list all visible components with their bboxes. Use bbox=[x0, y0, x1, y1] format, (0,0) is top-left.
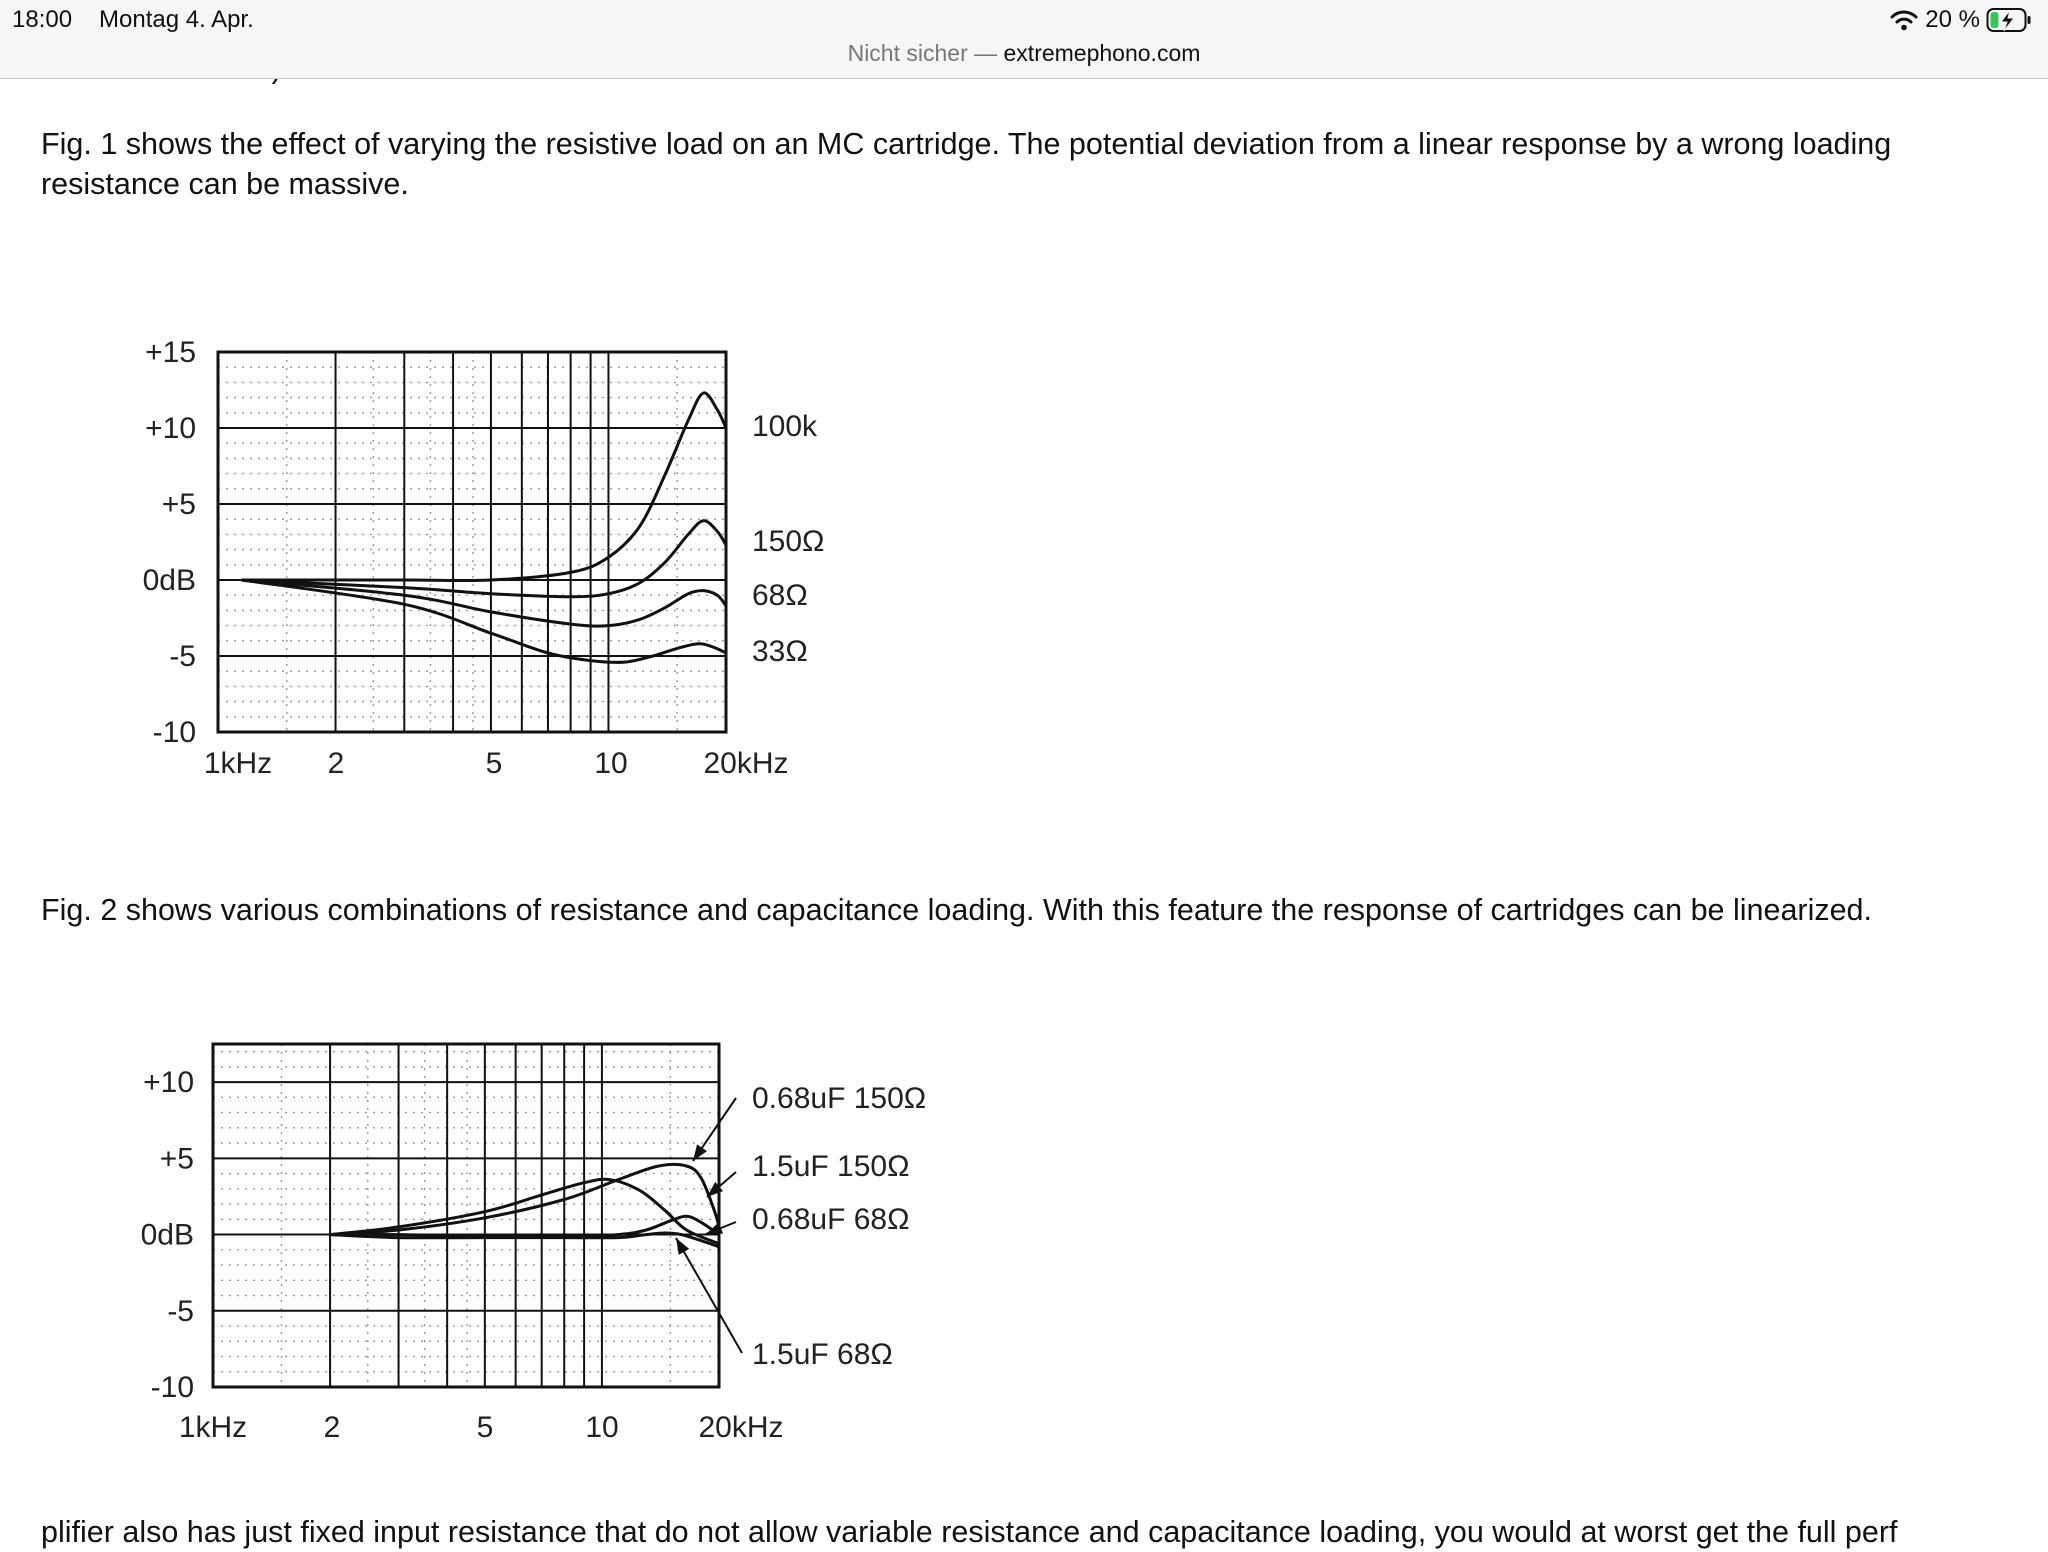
annotation-arrowhead bbox=[706, 1222, 723, 1234]
paragraph-cut-bottom: plifier also has just fixed input resistance that do not allow variable resistance and capacitance loading, you would at worst get the full perf bbox=[41, 1515, 1898, 1549]
series-line bbox=[242, 580, 726, 662]
x-tick-label: 5 bbox=[476, 1411, 494, 1444]
annotation-arrow-line bbox=[706, 1222, 736, 1234]
annotation-arrowhead bbox=[693, 1144, 707, 1161]
plot-grid bbox=[218, 352, 726, 732]
series-label: 0.68uF 68Ω bbox=[752, 1203, 910, 1236]
y-tick-label: +15 bbox=[145, 336, 196, 369]
status-date: Montag 4. Apr. bbox=[99, 6, 254, 33]
series-label: 33Ω bbox=[752, 635, 808, 668]
series-label: 150Ω bbox=[752, 525, 825, 558]
x-tick-label: 2 bbox=[323, 1411, 341, 1444]
y-tick-label: -10 bbox=[152, 716, 196, 749]
x-tick-label: 1kHz bbox=[203, 747, 273, 780]
annotation-arrow-line bbox=[707, 1172, 736, 1197]
x-tick-label: 5 bbox=[485, 747, 503, 780]
annotation-arrow-line bbox=[676, 1238, 742, 1353]
y-tick-label: +5 bbox=[159, 1142, 194, 1176]
x-tick-label: 1kHz bbox=[178, 1411, 248, 1444]
series-label: 1.5uF 68Ω bbox=[752, 1338, 893, 1371]
battery-charging-icon bbox=[1986, 7, 2032, 33]
plot-frame bbox=[213, 1044, 719, 1387]
wifi-icon bbox=[1889, 8, 1919, 32]
plot-frame bbox=[218, 352, 726, 732]
x-tick-label: 20kHz bbox=[703, 747, 789, 780]
address-host: extremephono.com bbox=[1003, 40, 1201, 66]
series-line bbox=[330, 1216, 719, 1236]
series-label: 68Ω bbox=[752, 579, 808, 612]
paragraph-fig1: Fig. 1 shows the effect of varying the resistive load on an MC cartridge. The potential deviation from a linear response by a wrong loading resistance can be massive. bbox=[41, 127, 1892, 201]
y-tick-label: +10 bbox=[145, 412, 196, 445]
y-tick-label: 0dB bbox=[142, 564, 196, 597]
x-tick-label: 10 bbox=[594, 747, 628, 780]
series-line bbox=[242, 521, 726, 597]
annotation-arrow-line bbox=[693, 1098, 736, 1161]
y-tick-label: -5 bbox=[167, 1294, 194, 1328]
address-bar[interactable] bbox=[0, 40, 2048, 67]
series-line bbox=[242, 580, 726, 626]
y-tick-label: +10 bbox=[143, 1066, 194, 1100]
paragraph-fig2: Fig. 2 shows various combinations of resistance and capacitance loading. With this feature the response of cartridges can be linearized. bbox=[41, 893, 1872, 927]
x-tick-label: 2 bbox=[327, 747, 345, 780]
not-secure-label: Nicht sicher — bbox=[847, 40, 998, 66]
series-label: 100k bbox=[752, 410, 818, 443]
series-line bbox=[330, 1164, 719, 1234]
y-tick-label: -10 bbox=[150, 1371, 194, 1404]
y-tick-label: +5 bbox=[161, 488, 196, 521]
status-time: 18:00 bbox=[12, 6, 73, 33]
x-tick-label: 20kHz bbox=[698, 1411, 784, 1444]
browser-top-bar bbox=[0, 0, 2048, 79]
status-right-group bbox=[1889, 5, 2032, 35]
annotation-arrowhead bbox=[707, 1182, 723, 1197]
series-line bbox=[330, 1179, 719, 1243]
annotation-arrowhead bbox=[676, 1238, 689, 1255]
series-label: 0.68uF 150Ω bbox=[752, 1082, 927, 1115]
series-line bbox=[330, 1233, 719, 1247]
series-line bbox=[242, 393, 726, 581]
battery-percent: 20 % bbox=[1925, 6, 1980, 33]
series-label: 1.5uF 150Ω bbox=[752, 1150, 910, 1183]
y-tick-label: -5 bbox=[169, 640, 196, 673]
y-tick-label: 0dB bbox=[140, 1218, 194, 1252]
x-tick-label: 10 bbox=[585, 1411, 619, 1444]
plot-grid bbox=[213, 1044, 719, 1387]
